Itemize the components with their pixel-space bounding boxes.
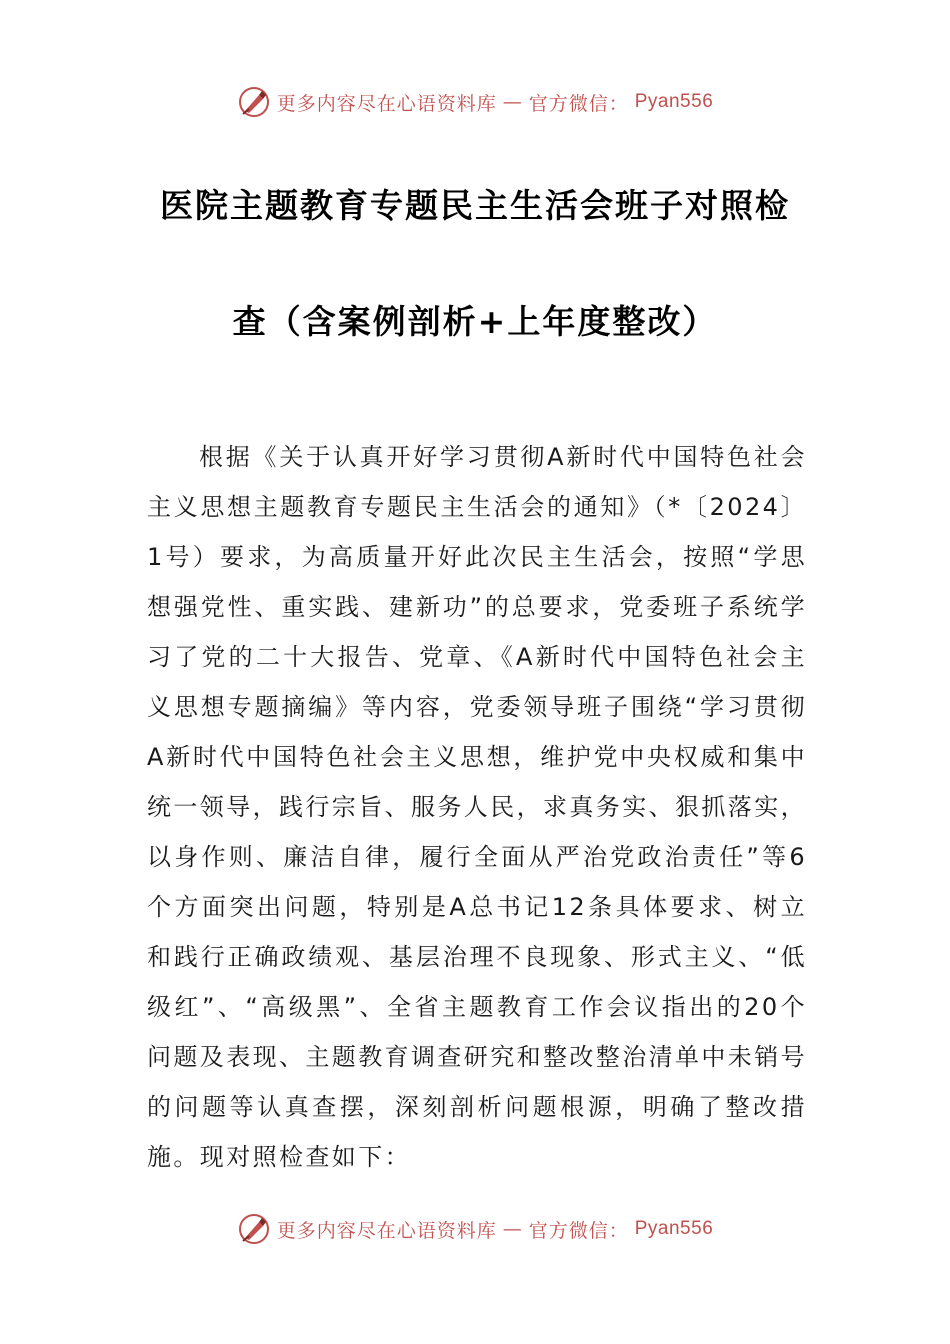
watermark-brand: 更多内容尽在心语资料库 bbox=[276, 1219, 497, 1242]
pen-nib-circle-icon bbox=[237, 1212, 271, 1246]
watermark-wechat-label: 官方微信： bbox=[528, 92, 629, 115]
watermark-wechat-label: 官方微信： bbox=[528, 1219, 629, 1242]
watermark-brand: 更多内容尽在心语资料库 bbox=[276, 92, 497, 115]
watermark-banner-bottom bbox=[0, 1209, 950, 1249]
watermark-dash: — bbox=[502, 1218, 523, 1240]
pen-nib-circle-icon bbox=[237, 85, 271, 119]
document-title-line-2: 查（含案例剖析+上年度整改） bbox=[232, 302, 718, 341]
document-title-line-1: 医院主题教育专题民主生活会班子对照检 bbox=[160, 186, 790, 225]
watermark-handle: Pyan556 bbox=[634, 1218, 714, 1239]
watermark-dash: — bbox=[502, 91, 523, 113]
watermark-handle: Pyan556 bbox=[634, 91, 714, 112]
document-paragraph: 根据《关于认真开好学习贯彻A新时代中国特色社会主义思想主题教育专题民主生活会的通知》（*〔2024〕1号）要求，为高质量开好此次民主生活会，按照“学思想强党性、重实践、建新功”的总要求，党委班子系统学习了党的二十大报告、党章、《A新时代中国特色社会主义思想专题摘编》等内容，党委领导班子围绕“学习贯彻A新时代中国特色社会主义思想，维护党中央权威和集中统一领导，践行宗旨、服务人民，求真务实、狠抓落实，以身作则、廉洁自律，履行全面从严治党政治责任”等6个方面突出问题，特别是A总书记12条具体要求、树立和践行正确政绩观、基层治理不良现象、形式主义、“低级红”、“高级黑”、全省主题教育工作会议指出的20个问题及表现、主题教育调查研究和整改整治清单中未销号的问题等认真查摆，深刻剖析问题根源，明确了整改措施。现对照检查如下： bbox=[147, 443, 807, 1171]
watermark-banner-top bbox=[0, 82, 950, 122]
